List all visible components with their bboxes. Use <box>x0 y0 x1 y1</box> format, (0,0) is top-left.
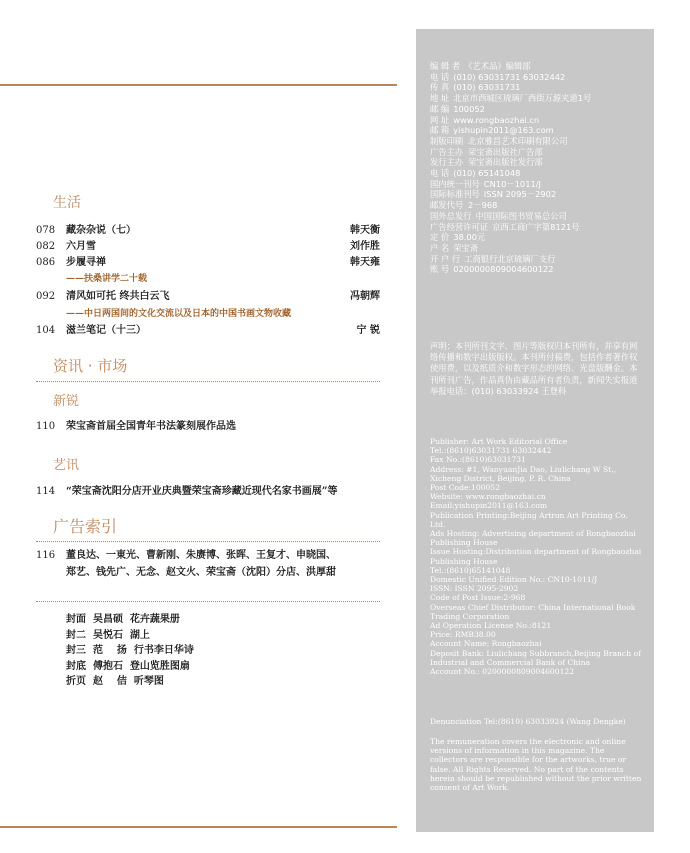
english-line: Overseas Chief Distributor: China International Book Trading Corporation <box>430 602 636 621</box>
english-line: Code of Post Issue:2-968 <box>430 593 526 603</box>
colophon-row <box>430 147 640 158</box>
colophon-label: 广告经营许可证 <box>430 221 489 232</box>
remuneration-note: The remuneration covers the electronic and online versions of information in this magazine. The collectors are responsible for the artworks, true or false. All Rights Reserved. No part of the contents herein should be republished without the prior written consent of Art Work. <box>430 737 642 793</box>
toc-subtitle: ——中日两国间的文化交流以及日本的中国书画文物收藏 <box>66 309 292 319</box>
colophon-label: 户 名 <box>430 242 450 253</box>
colophon-label: 制版印刷 <box>430 135 464 146</box>
colophon-row <box>430 232 640 243</box>
colophon-value: 中国国际图书贸易总公司 <box>475 210 567 221</box>
english-line: Website: www.rongbaozhai.cn <box>430 492 546 502</box>
colophon-label: 电 话 <box>430 168 450 179</box>
cover-item: 折页 赵 佶 听琴图 <box>66 676 164 687</box>
english-line: Deposit Bank: Liulichang Subbranch,Beijing Branch of Industrial and Commercial Bank of China <box>430 648 641 667</box>
toc-page: 082 <box>36 241 56 252</box>
colophon-value: 荣宝斋出版社广告部 <box>468 146 543 157</box>
colophon-value: 38.00元 <box>453 232 486 243</box>
colophon-row <box>430 61 640 72</box>
colophon-value: 荣宝斋 <box>453 242 479 253</box>
colophon-row <box>430 82 640 93</box>
colophon-value: ISSN 2095－2902 <box>483 189 557 200</box>
toc-title: “荣宝斋沈阳分店开业庆典暨荣宝斋珍藏近现代名家书画展”等 <box>66 486 338 497</box>
bottom-divider <box>0 826 397 828</box>
toc-title: 荣宝斋首届全国青年书法篆刻展作品选 <box>66 421 236 432</box>
ad-line: 董良达、一東光、曹新刚、朱赓博、张晖、王复才、申晓国、 <box>66 550 336 561</box>
cover-item: 封面 吴昌硕 花卉蔬果册 <box>66 614 180 625</box>
colophon-value: 荣宝斋出版社发行部 <box>468 157 543 168</box>
english-line: Email:yishupin2011@163.com <box>430 501 548 511</box>
colophon-value: 北京雅昌艺术印刷有限公司 <box>468 135 568 146</box>
toc-page: 116 <box>36 550 56 561</box>
colophon-label: 邮 编 <box>430 103 450 114</box>
colophon-label: 账 号 <box>430 264 450 275</box>
colophon-value: (010) 63031731 <box>453 82 521 93</box>
toc-author: 韩天雍 <box>350 257 380 268</box>
ad-list <box>66 547 380 581</box>
colophon-row <box>430 72 640 83</box>
toc-title: 滋兰笔记（十三） <box>66 325 146 336</box>
toc-page: 104 <box>36 325 56 336</box>
colophon-row <box>430 254 640 265</box>
colophon-value: CN10－1011/J <box>483 178 542 189</box>
toc-page: 078 <box>36 225 56 236</box>
english-line: ISSN: ISSN 2095-2902 <box>430 584 519 594</box>
colophon-row <box>430 211 640 222</box>
colophon-row <box>430 189 640 200</box>
colophon-label: 邮 箱 <box>430 125 450 136</box>
toc-title: 步履寻禅 <box>66 257 106 268</box>
section-title-life: 生活 <box>53 195 81 211</box>
colophon-value: 《艺术品》编辑部 <box>464 61 531 71</box>
colophon-label: 开 户 行 <box>430 253 461 264</box>
toc-page: 110 <box>36 421 56 432</box>
english-line: Tel.:(8610)65141048 <box>430 565 511 575</box>
ad-line: 郑艺、钱先广、无念、赵文火、荣宝斋（沈阳）分店、洪厚甜 <box>66 567 336 578</box>
colophon-row <box>430 157 640 168</box>
colophon-label: 地 址 <box>430 93 450 104</box>
colophon-row <box>430 243 640 254</box>
colophon-info <box>430 61 640 275</box>
colophon-label: 编 辑 者 <box>430 61 461 71</box>
colophon-row <box>430 93 640 104</box>
cover-list <box>66 612 194 690</box>
colophon-row <box>430 104 640 115</box>
toc-page: 086 <box>36 257 56 268</box>
colophon-value: 京西工商广字第8121号 <box>492 221 580 232</box>
section-title-info-market: 资讯 · 市场 <box>53 357 128 375</box>
cover-item: 封三 范 扬 行书李日华诗 <box>66 645 194 656</box>
english-line: Ad Operation License No.:8121 <box>430 621 552 631</box>
top-divider <box>0 84 397 86</box>
english-line: Publication Printing:Beijing Artron Art Printing Co. Ltd. <box>430 510 628 529</box>
colophon-label: 邮发代号 <box>430 200 464 211</box>
section-divider <box>36 541 380 542</box>
english-line: Ads Hosting: Advertising department of Rongbaozhai Publishing House <box>430 529 636 548</box>
english-line: Post Code:100052 <box>430 483 501 493</box>
english-line: Address: #1, WanyuanJia Dao, Liulichang W St., <box>430 464 617 474</box>
cover-item: 封二 吴悦石 湖上 <box>66 629 150 641</box>
toc-author: 韩天衡 <box>350 225 380 236</box>
toc-author: 刘作胜 <box>350 241 380 252</box>
english-line: Price: RMB38.00 <box>430 630 496 640</box>
colophon-value: 0200000809004600122 <box>453 264 554 275</box>
english-line: Domestic Unified Edition No.: CN10-1011/J <box>430 575 598 585</box>
colophon-row <box>430 115 640 126</box>
colophon-label: 传 真 <box>430 82 450 93</box>
colophon-row <box>430 264 640 275</box>
toc-page: 092 <box>36 291 56 302</box>
section-title-new-sharp: 新锐 <box>53 394 80 409</box>
colophon-value: 工商银行北京琉璃厂支行 <box>464 253 556 264</box>
colophon-row <box>430 125 640 136</box>
colophon-row <box>430 200 640 211</box>
english-line: Account Name: Rongbaozhai <box>430 639 542 649</box>
colophon-row <box>430 222 640 233</box>
english-colophon <box>430 437 642 676</box>
denunciation-line: Denunciation Tel:(8610) 63033924 (Wang Dengke) <box>430 717 626 726</box>
colophon-row <box>430 136 640 147</box>
colophon-value: yishupin2011@163.com <box>453 125 554 136</box>
colophon-label: 广告主办 <box>430 146 464 157</box>
toc-author: 冯朝辉 <box>350 291 380 302</box>
toc-title: 清风如可托 终共白云飞 <box>66 291 170 302</box>
toc-subtitle: ——扶桑讲学二十载 <box>66 274 148 284</box>
english-line: Publisher: Art Work Editorial Office <box>430 437 568 446</box>
english-line: Account No.: 0200000809004600122 <box>430 667 575 677</box>
toc-title: 六月雪 <box>66 241 96 252</box>
colophon-value: 100052 <box>453 103 485 114</box>
colophon-value: 2－968 <box>468 200 498 211</box>
colophon-label: 国内统一刊号 <box>430 178 480 189</box>
colophon-label: 电 话 <box>430 71 450 82</box>
toc-page: 114 <box>36 486 56 497</box>
toc-author: 宁 锐 <box>356 325 380 336</box>
section-divider <box>36 601 380 602</box>
english-line: Tel.:(8610)63031731 63032442 <box>430 446 552 456</box>
section-divider <box>36 381 380 382</box>
english-line: Xicheng District, Beijing, P. R. China <box>430 473 571 483</box>
colophon-label: 发行主办 <box>430 157 464 168</box>
colophon-label: 定 价 <box>430 232 450 243</box>
colophon-label: 国际标准刊号 <box>430 189 480 200</box>
colophon-value: (010) 63031731 63032442 <box>453 71 566 82</box>
colophon-row <box>430 179 640 190</box>
copyright-statement: 声明：本刊所刊文字、图片等版权归本刊所有，并享有网络传播和数字出版版权。本刊所付稿费，包括作者著作权使用费，以及纸质介和数字形态的网络、光盘版酬金。本刊所刊广告，作品真伪由藏品所有者负责，新闻失实报道举报电话：(010) 63033924 王登科 <box>430 341 638 396</box>
colophon-value: www.rongbaozhai.cn <box>453 114 540 125</box>
colophon-value: 北京市西城区琉璃厂西街万源夹道1号 <box>453 93 592 104</box>
colophon-label: 网 址 <box>430 114 450 125</box>
colophon-label: 国外总发行 <box>430 210 472 221</box>
section-title-ad-index: 广告索引 <box>53 517 118 536</box>
colophon-row <box>430 168 640 179</box>
section-title-art-news: 艺讯 <box>53 458 80 473</box>
colophon-value: (010) 65141048 <box>453 168 521 179</box>
english-line: Issue Hosting:Distribution department of Rongbaozhai Publishing House <box>430 547 642 566</box>
english-line: Fax No.:(8610)63031731 <box>430 455 526 465</box>
cover-item: 封底 傅抱石 登山览胜图扇 <box>66 660 190 672</box>
toc-title: 藏杂杂说（七） <box>66 225 136 236</box>
